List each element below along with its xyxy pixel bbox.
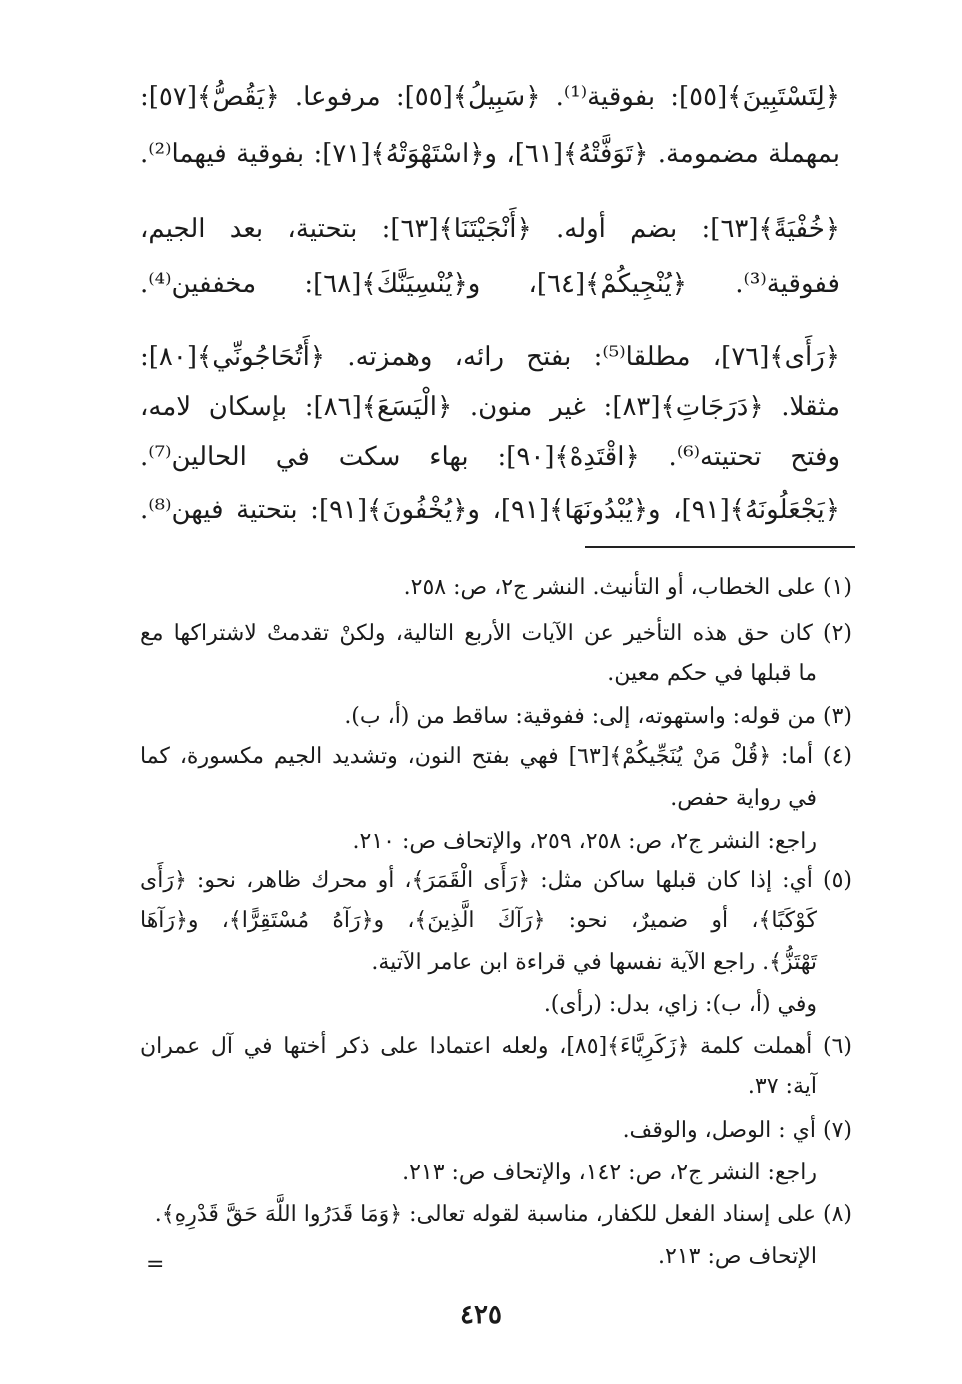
footnote-5-cont: كَوْكَبًا﴾، أو ضميرٌ، نحو: ﴿رَآكَ الَّذِينَ﴾، و﴿رَآهُ مُسْتَقِرًّا﴾، و﴿رَآهَا xyxy=(140,908,817,933)
page-number: ٤٢٥ xyxy=(460,1300,502,1330)
footnote-8-ref: الإتحاف ص: ٢١٣. xyxy=(658,1244,817,1269)
footnote-4: (٤) أما: ﴿قُلْ مَنْ يُنَجِّيكُمْ﴾[٦٣] فهي بفتح النون، وتشديد الجيم مكسورة، كما xyxy=(140,744,852,769)
text-line: مثقلا. ﴿دَرَجَاتِ﴾[٨٣]: غير منون. ﴿الْيَسَعَ﴾[٨٦]: بإسكان لامه، xyxy=(140,392,840,422)
footnote-separator xyxy=(585,546,855,548)
footnote-6-cont: آية: ٣٧. xyxy=(747,1074,817,1099)
footnote-8: (٨) على إسناد الفعل للكفار، مناسبة لقوله تعالى: ﴿وَمَا قَدَرُوا اللَّهَ حَقَّ قَدْرِهِ﴾. xyxy=(154,1202,852,1227)
text-line: ﴿خُفْيَةً﴾[٦٣]: بضم أوله. ﴿أَنْجَيْتَنَا﴾[٦٣]: بتحتية، بعد الجيم، xyxy=(140,214,840,244)
footnote-2-cont: ما قبلها في حكم معين. xyxy=(607,661,817,686)
footnote-4-ref: راجع: النشر ج٢، ص: ٢٥٨، ٢٥٩، والإتحاف ص: ٢١٠. xyxy=(352,829,817,854)
footnote-7-ref: راجع: النشر ج٢، ص: ١٤٢، والإتحاف ص: ٢١٣. xyxy=(402,1160,817,1185)
footnote-1: (١) على الخطاب، أو التأنيث. النشر ج٢، ص: ٢٥٨. xyxy=(403,575,852,600)
footnote-5-cont: تَهْتَزُّ﴾. راجع الآية نفسها في قراءة ابن عامر الآتية. xyxy=(371,950,817,975)
continuation-mark: = xyxy=(146,1252,165,1277)
footnote-5: (٥) أي: إذا كان قبلها ساكن مثل: ﴿رَأَى الْقَمَرَ﴾، أو محرك ظاهر، نحو: ﴿رَأَى xyxy=(140,868,852,893)
footnote-7: (٧) أي : الوصل، والوقف. xyxy=(622,1118,852,1143)
text-line: ففوقية⁽³⁾. ﴿يُنْجِيكُمْ﴾[٦٤]، و﴿يُنْسِيَنَّكَ﴾[٦٨]: مخففين⁽⁴⁾. xyxy=(140,269,840,299)
text-line: وفتح تحتيته⁽⁶⁾. ﴿اقْتَدِهْ﴾[٩٠]: بهاء سكت في الحالين⁽⁷⁾. xyxy=(140,442,840,472)
footnote-4-cont: في رواية حفص. xyxy=(670,786,817,811)
text-line: ﴿يَجْعَلُونَهُ﴾[٩١]، و﴿يُبْدُونَهَا﴾[٩١]، و﴿يُخْفُونَ﴾[٩١]: بتحتية فيهن⁽⁸⁾. xyxy=(140,495,840,525)
footnote-5-variant: وفي (أ، ب): زاي، بدل: (رأى). xyxy=(543,992,817,1017)
text-line: بمهملة مضمومة. ﴿تَوَفَّتْهُ﴾[٦١]، و﴿اسْتَهْوَتْهُ﴾[٧١]: بفوقية فيهما⁽²⁾. xyxy=(140,139,840,169)
text-line: ﴿رَأَى﴾[٧٦]، مطلقا⁽⁵⁾: بفتح رائه، وهمزته. ﴿أَتُحَاجُونِّي﴾[٨٠]: xyxy=(140,342,841,372)
footnote-3: (٣) من قوله: واستهوته، إلى: ففوقية: ساقط من (أ، ب). xyxy=(344,704,852,729)
text-line: ﴿لِتَسْتَبِينَ﴾[٥٥]: بفوقية⁽¹⁾. ﴿سَبِيلُ﴾[٥٥]: مرفوعا. ﴿يَقُصُّ﴾[٥٧]: xyxy=(140,82,840,112)
footnote-2: (٢) كان حق هذه التأخير عن الآيات الأربع التالية، ولكنْ تقدمتْ لاشتراكها مع xyxy=(140,621,852,646)
footnote-6: (٦) أهملت كلمة ﴿زَكَرِيَّاءَ﴾[٨٥]، ولعله اعتمادا على ذكر أختها في آل عمران xyxy=(140,1034,852,1059)
